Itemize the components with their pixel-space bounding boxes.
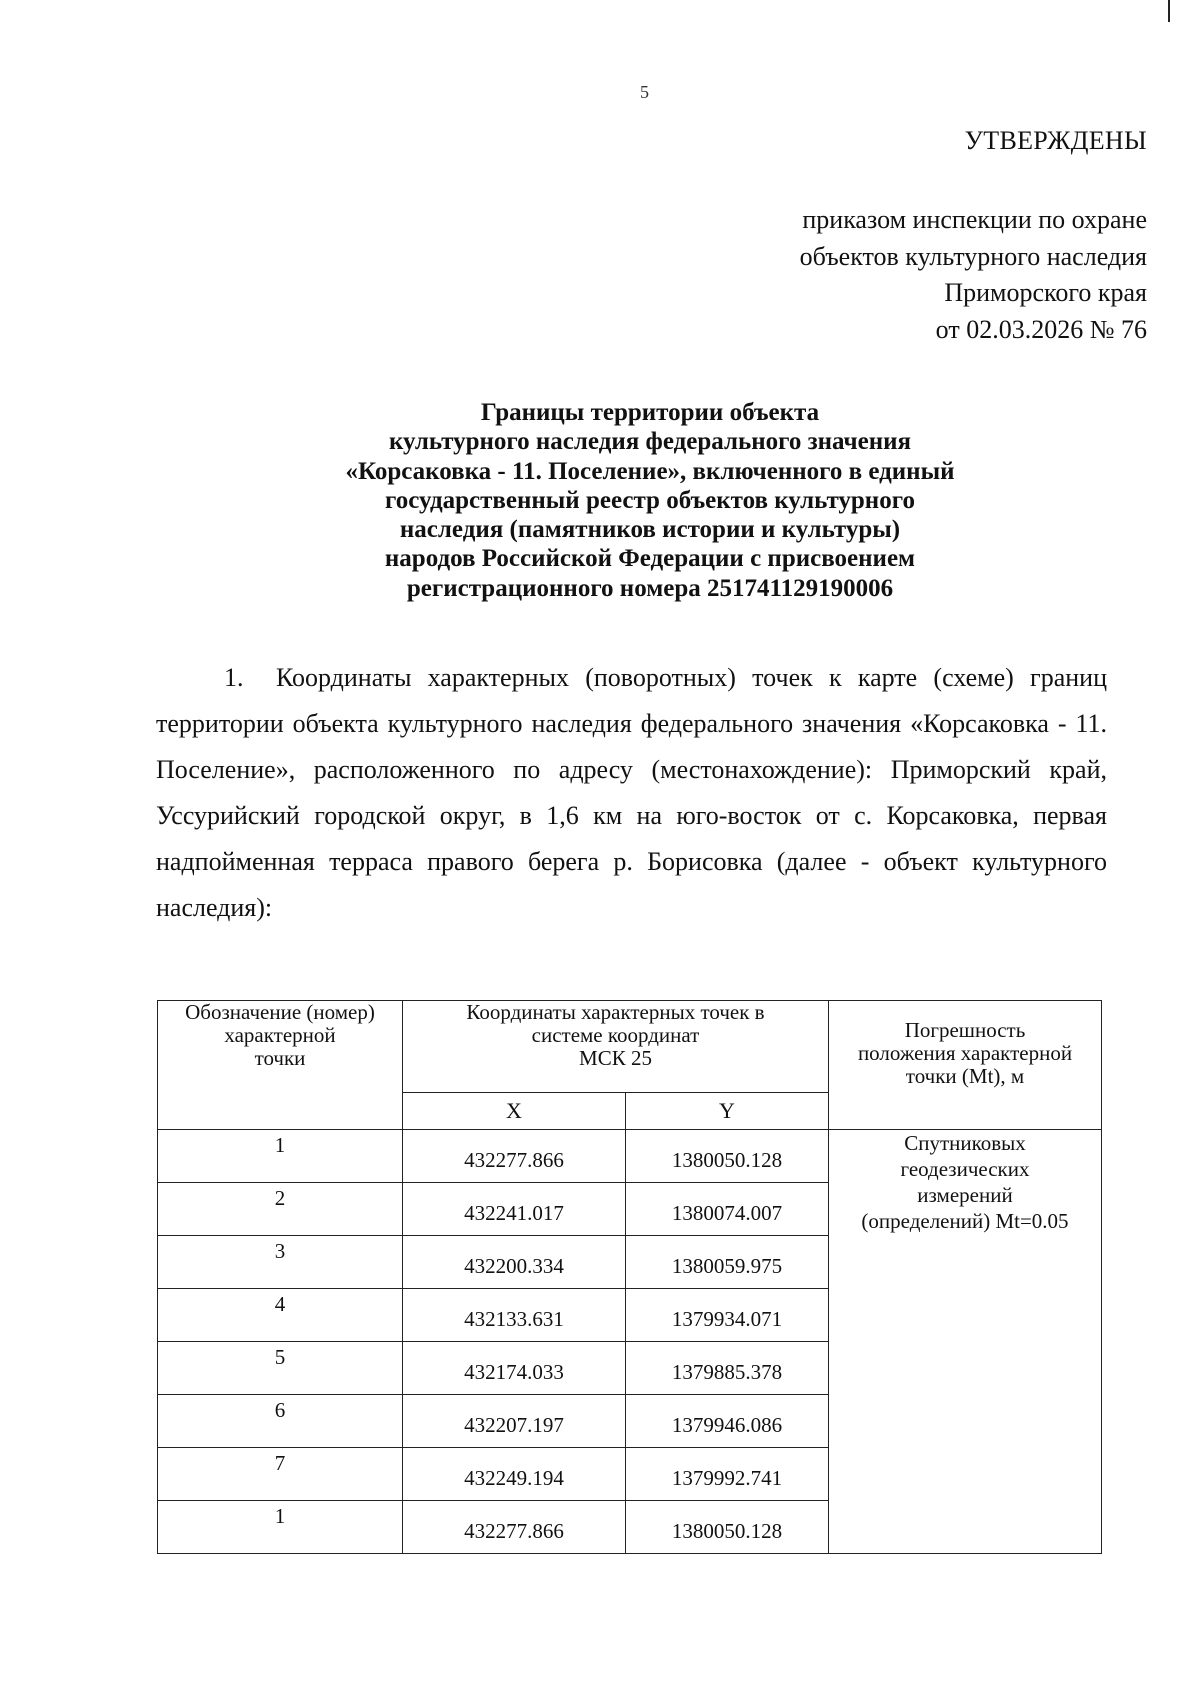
approval-date-line: от 02.03.2026 № 76 xyxy=(935,314,1147,344)
page-marker: 5 xyxy=(640,82,649,102)
title-line: государственный реестр объектов культурного xyxy=(385,486,915,514)
point-number-cell: 1 xyxy=(158,1130,403,1183)
header-point-number: Обозначение (номер) характерной точки xyxy=(158,1001,403,1130)
title-line: народов Российской Федерации с присвоением xyxy=(384,545,916,573)
x-coordinate-cell: 432277.866 xyxy=(403,1130,626,1183)
x-coordinate-cell: 432249.194 xyxy=(403,1448,626,1501)
title-line: «Корсаковка - 11. Поселение», включенного в единый xyxy=(345,457,955,485)
y-coordinate-cell: 1380059.975 xyxy=(626,1236,829,1289)
x-coordinate-cell: 432241.017 xyxy=(403,1183,626,1236)
point-number-cell: 4 xyxy=(158,1289,403,1342)
point-number-cell: 7 xyxy=(158,1448,403,1501)
x-coordinate-cell: 432207.197 xyxy=(403,1395,626,1448)
y-coordinate-cell: 1380074.007 xyxy=(626,1183,829,1236)
approval-line: Приморского края xyxy=(944,278,1147,307)
document-title xyxy=(150,398,1150,603)
header-coordinates: Координаты характерных точек в системе координат МСК 25 xyxy=(403,1001,829,1093)
y-coordinate-cell: 1379934.071 xyxy=(626,1289,829,1342)
table-header-row xyxy=(158,1001,1102,1093)
scan-edge-mark xyxy=(1168,0,1170,22)
y-coordinate-cell: 1379946.086 xyxy=(626,1395,829,1448)
x-coordinate-cell: 432174.033 xyxy=(403,1342,626,1395)
title-line: наследия (памятников истории и культуры) xyxy=(399,516,901,544)
y-coordinate-cell: 1380050.128 xyxy=(626,1501,829,1554)
table-row xyxy=(158,1130,1102,1183)
point-number-cell: 1 xyxy=(158,1501,403,1554)
y-coordinate-cell: 1379992.741 xyxy=(626,1448,829,1501)
point-number-cell: 6 xyxy=(158,1395,403,1448)
coordinates-table xyxy=(157,1000,1102,1554)
x-coordinate-cell: 432277.866 xyxy=(403,1501,626,1554)
y-coordinate-cell: 1379885.378 xyxy=(626,1342,829,1395)
approval-line: приказом инспекции по охране xyxy=(802,205,1147,234)
header-x: X xyxy=(403,1092,626,1129)
approval-order-block xyxy=(800,202,1147,348)
header-y: Y xyxy=(626,1092,829,1129)
error-method-line: (определений) Mt=0.05 xyxy=(861,1209,1069,1233)
header-error: Погрешность положения характерной точки (Mt), м xyxy=(829,1001,1102,1130)
point-number-cell: 2 xyxy=(158,1183,403,1236)
title-line: регистрационного номера 251741129190006 xyxy=(406,574,894,602)
x-coordinate-cell: 432200.334 xyxy=(403,1236,626,1289)
approval-line: объектов культурного наследия xyxy=(799,241,1147,271)
table-body xyxy=(158,1130,1102,1554)
approval-label: УТВЕРЖДЕНЫ xyxy=(964,126,1147,155)
y-coordinate-cell: 1380050.128 xyxy=(626,1130,829,1183)
error-method-line: Спутниковых xyxy=(904,1131,1026,1155)
point-number-cell: 3 xyxy=(158,1236,403,1289)
error-method-cell xyxy=(829,1130,1102,1554)
x-coordinate-cell: 432133.631 xyxy=(403,1289,626,1342)
title-line: Границы территории объекта xyxy=(480,399,820,426)
point-number-cell: 5 xyxy=(158,1342,403,1395)
title-line: культурного наследия федерального значения xyxy=(388,428,912,456)
body-paragraph: 1. Координаты характерных (поворотных) точек к карте (схеме) границ территории объекта культурного наследия федерального значения «Корсаковка - 11. Поселение», расположенного по адресу (местонахождение): Приморский край, Уссурийский городской округ, в 1,6 км на юго-восток от с. Корсаковка, первая надпойменная терраса правого берега р. Борисовка (далее - объект культурного наследия): xyxy=(156,663,1107,922)
error-method-line: измерений xyxy=(917,1183,1013,1207)
error-method-line: геодезических xyxy=(900,1157,1030,1181)
